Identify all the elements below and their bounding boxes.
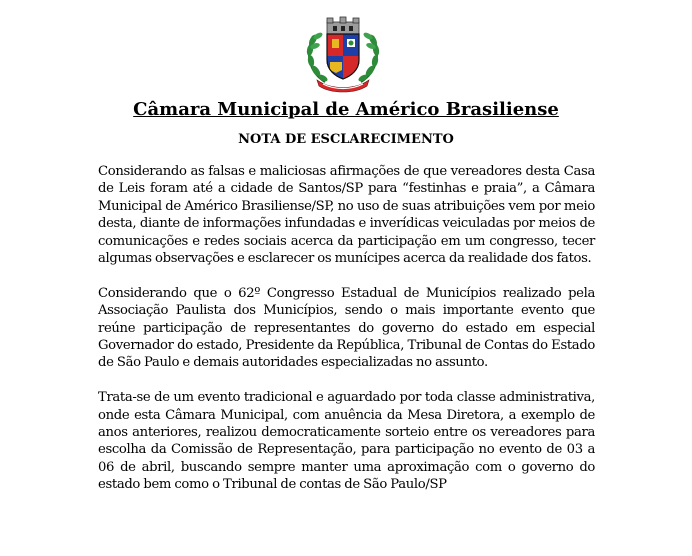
left-laurel-branch bbox=[306, 31, 329, 83]
paragraph-1: Considerando as falsas e maliciosas afirmações de que vereadores desta Casa de Leis foram até a cidade de Santos/SP para “festinhas e praia”, a Câmara Municipal de Américo Brasiliense/SP, no uso de suas atribuições vem por meio desta, diante de informações infundadas e inverídicas veiculadas por meios de comunicações e redes sociais acerca da participação em um congresso, tecer algumas observações e esclarecer os munícipes acerca da realidade dos fatos. bbox=[98, 164, 595, 267]
document-title: NOTA DE ESCLARECIMENTO bbox=[238, 132, 454, 147]
organization-title: Câmara Municipal de Américo Brasiliense bbox=[133, 99, 559, 120]
paragraph-3: Trata-se de um evento tradicional e aguardado por toda classe administrativa, onde esta Câmara Municipal, com anuência da Mesa Diretora, a exemplo de anos anteriores, realizou democraticamente sorteio entre os vereadores para escolha da Comissão de Representação, para participação no evento de 03 a 06 de abril, buscando sempre manter uma aproximação com o governo do estado bem como o Tribunal de contas de São Paulo/SP bbox=[98, 390, 595, 493]
paragraph-2: Considerando que o 62º Congresso Estadual de Municípios realizado pela Associação Paulista dos Municípios, sendo o mais importante evento que reúne participação de representantes do governo do estado em especial Governador do estado, Presidente da República, Tribunal de Contas do Estado de São Paulo e demais autoridades especializadas no assunto. bbox=[98, 285, 595, 371]
right-laurel-branch bbox=[357, 31, 380, 83]
coat-of-arms-emblem bbox=[303, 16, 383, 94]
document-body bbox=[98, 163, 595, 511]
shield bbox=[327, 34, 359, 79]
mural-crown bbox=[327, 17, 359, 34]
